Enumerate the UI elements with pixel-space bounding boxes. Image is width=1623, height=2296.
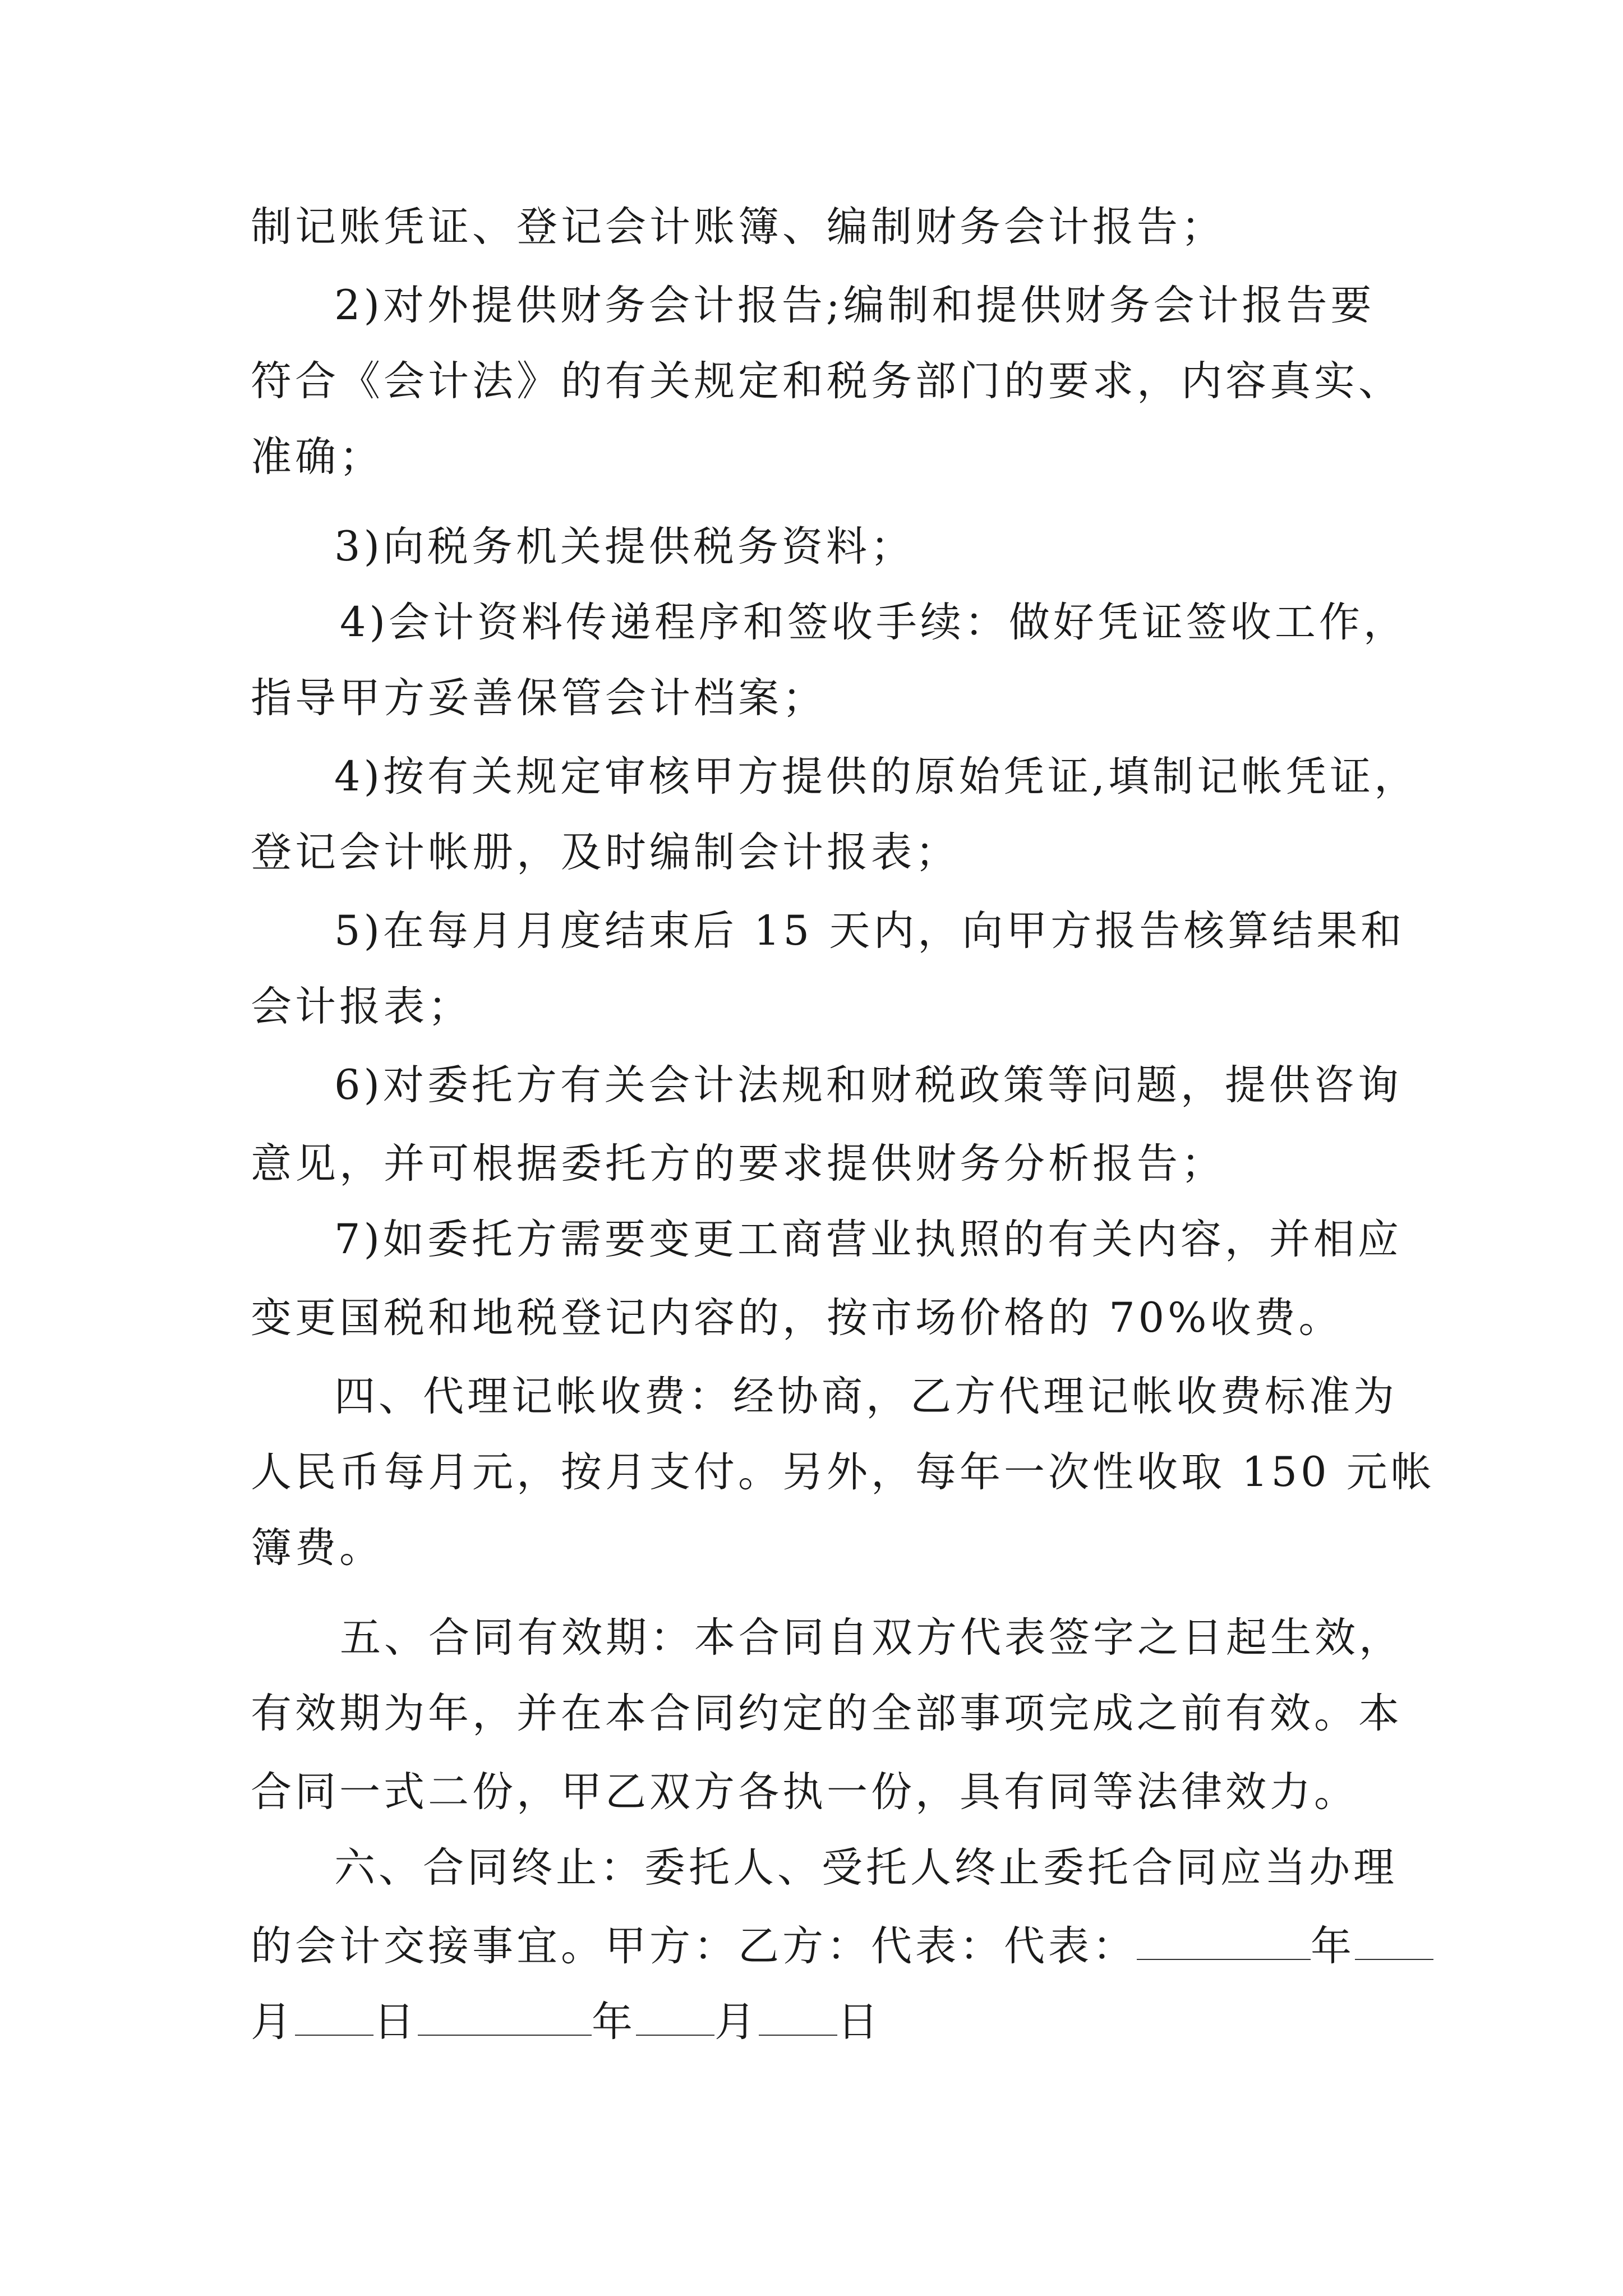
- paragraph-line: 2)对外提供财务会计报告;编制和提供财务会计报告要: [334, 282, 1375, 329]
- paragraph-line: 7)如委托方需要变更工商营业执照的有关内容，并相应: [334, 1216, 1402, 1263]
- paragraph-line: 准确；: [251, 433, 384, 481]
- paragraph-line: 六、合同终止：委托人、受托人终止委托合同应当办理: [334, 1844, 1398, 1892]
- paragraph-line: 指导甲方妥善保管会计档案；: [251, 674, 827, 722]
- paragraph-line: 制记账凭证、登记会计账簿、编制财务会计报告；: [251, 203, 1225, 251]
- paragraph-line: 意见，并可根据委托方的要求提供财务分析报告；: [251, 1140, 1225, 1188]
- day-blank: [295, 1999, 374, 2036]
- month-label: 月: [251, 1998, 295, 2046]
- paragraph-line: 人民币每月元，按月支付。另外，每年一次性收取 150 元帐: [251, 1448, 1435, 1496]
- paragraph-line: 合同一式二份，甲乙双方各执一份，具有同等法律效力。: [251, 1768, 1358, 1816]
- date-line: [251, 1994, 882, 2050]
- paragraph-line: 有效期为年，并在本合同约定的全部事项完成之前有效。本: [251, 1690, 1403, 1737]
- day-label: 日: [374, 1998, 418, 2046]
- paragraph-line: 5)在每月月度结束后 15 天内，向甲方报告核算结果和: [334, 907, 1405, 955]
- day-blank: [759, 1999, 837, 2036]
- month-blank: [1355, 1923, 1433, 1960]
- paragraph-line: 簿费。: [251, 1524, 384, 1572]
- paragraph-line: 3)向税务机关提供税务资料；: [334, 523, 915, 570]
- day-label: 日: [837, 1998, 882, 2046]
- year-label: 年: [1311, 1922, 1355, 1970]
- paragraph-line: 五、合同有效期：本合同自双方代表签字之日起生效，: [340, 1614, 1403, 1662]
- year-label: 年: [592, 1998, 636, 2046]
- paragraph-line: 符合《会计法》的有关规定和税务部门的要求，内容真实、: [251, 357, 1403, 405]
- year-blank: [1137, 1923, 1311, 1960]
- signature-line: [251, 1918, 1433, 1975]
- paragraph-line: 4)会计资料传递程序和签收手续：做好凭证签收工作，: [340, 599, 1408, 646]
- signature-text: 的会计交接事宜。甲方：乙方：代表：代表：: [251, 1922, 1137, 1970]
- paragraph-line: 4)按有关规定审核甲方提供的原始凭证,填制记帐凭证，: [334, 753, 1419, 800]
- year-blank: [418, 1999, 592, 2036]
- paragraph-line: 登记会计帐册，及时编制会计报表；: [251, 829, 960, 876]
- paragraph-line: 会计报表；: [251, 983, 472, 1030]
- paragraph-line: 变更国税和地税登记内容的，按市场价格的 70%收费。: [251, 1294, 1343, 1342]
- month-label: 月: [714, 1998, 759, 2046]
- paragraph-line: 四、代理记帐收费：经协商，乙方代理记帐收费标准为: [334, 1373, 1398, 1420]
- paragraph-line: 6)对委托方有关会计法规和财税政策等问题，提供咨询: [334, 1061, 1402, 1109]
- month-blank: [636, 1999, 714, 2036]
